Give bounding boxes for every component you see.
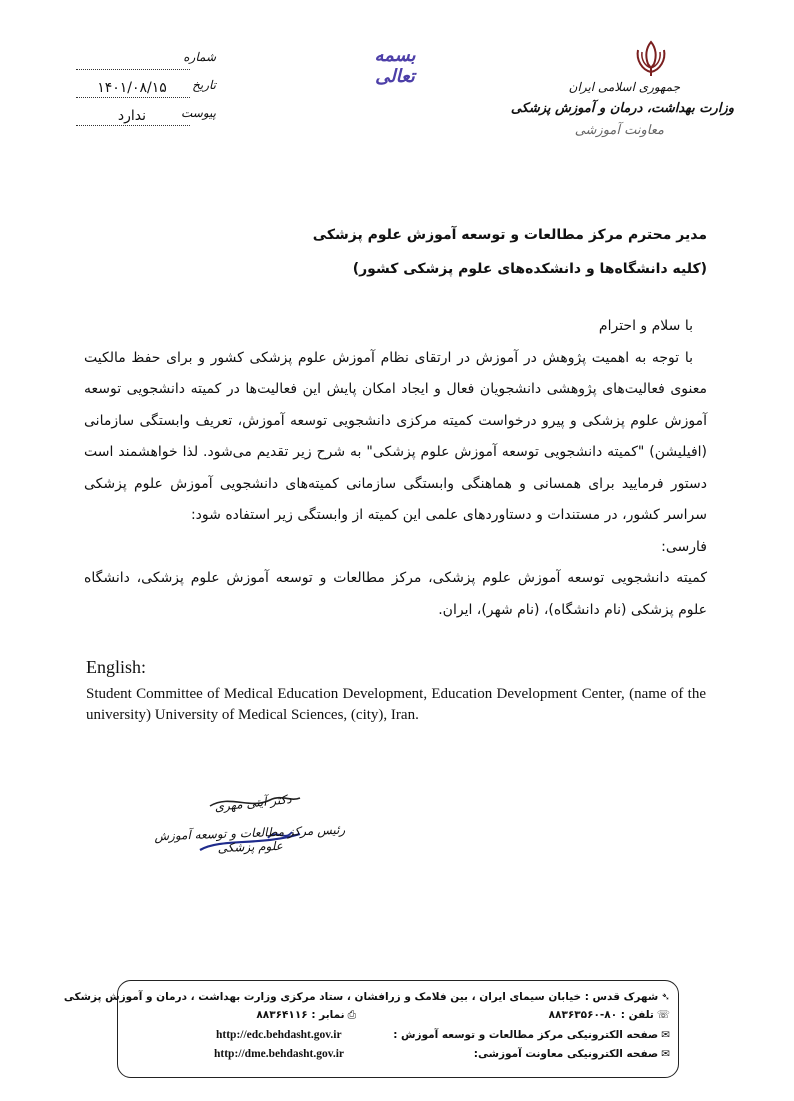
footer-fax-row (256, 1009, 356, 1022)
envelope-icon: ✉ (661, 1029, 670, 1041)
phone-icon: ☏ (656, 1009, 670, 1021)
english-label: English: (86, 657, 147, 677)
footer-phone: تلفن : ۸۰-۸۸۳۶۳۵۶۰ (548, 1009, 654, 1021)
footer-address: شهرک قدس : خیابان سیمای ایران ، بین فلامک و زرافشان ، ستاد مرکزی وزارت بهداشت ، درمان و آموزش پزشکی (63, 991, 659, 1003)
english-affiliation: Student Committee of Medical Education Development, Education Development Center, (name of the university) University of Medical Sciences, (city), Iran. (86, 686, 706, 723)
deputy-name: معاونت آموزشی (574, 123, 664, 138)
footer-edc-row (393, 1029, 670, 1041)
farsi-affiliation: کمیته دانشجویی توسعه آموزش علوم پزشکی، مرکز مطالعات و توسعه آموزش علوم پزشکی، دانشگاه علوم پزشکی (نام دانشگاه)، (نام شهر)، ایران. (84, 570, 707, 618)
footer-dme-label: صفحه الکترونیکی معاونت آموزشی: (473, 1048, 659, 1060)
dotted-line (76, 69, 190, 70)
english-section (86, 654, 706, 726)
recipient-block (107, 218, 707, 286)
footer-address-row (64, 991, 670, 1003)
iran-emblem-icon (630, 38, 672, 78)
dotted-line (76, 97, 190, 98)
dotted-line (76, 125, 190, 126)
farsi-label: فارسی: (661, 538, 707, 555)
dme-website-link[interactable]: http://dme.behdasht.gov.ir (214, 1048, 345, 1060)
recipient-line-1: مدیر محترم مرکز مطالعات و توسعه آموزش علوم پزشکی (312, 227, 707, 243)
bismillah-heading: بسمه تعالی (374, 45, 416, 87)
footer-edc-label: صفحه الکترونیکی مرکز مطالعات و توسعه آموزش : (393, 1029, 659, 1041)
signer-name: دکتر آیتی مهری (213, 792, 293, 814)
signer-title: رئیس مرکز مطالعات و توسعه آموزش علوم پزشکی (154, 822, 346, 856)
envelope-icon: ✉ (661, 1048, 670, 1060)
edc-website-link[interactable]: http://edc.behdasht.gov.ir (216, 1029, 342, 1041)
fax-icon: ⎙ (347, 1009, 356, 1021)
date-value: ۱۴۰۱/۰۸/۱۵ (97, 80, 167, 96)
attachment-label: پیوست (181, 106, 216, 120)
letter-attachment-field (76, 106, 216, 128)
body-paragraph: با توجه به اهمیت پژوهش در آموزش در ارتقای نظام آموزش علوم پزشکی کشور و برای حفظ مالکیت معنوی فعالیت‌های پژوهشی دانشجویان فعال و ایجاد امکان پایش این فعالیت‌ها در کمیته دانشجویی توسعه آموزش علوم پزشکی و پیرو درخواست کمیته مرکزی دانشجویی توسعه آموزش، تعریف وابستگی سازمانی (افیلیشن) "کمیته دانشجویی توسعه آموزش علوم پزشکی" به شرح زیر تقدیم می‌شود. لذا خواهشمند است دستور فرمایید برای همسانی و هماهنگی وابستگی سازمانی کمیته‌های دانشجویی آموزش علوم پزشکی سراسر کشور، در مستندات و دستاوردهای علمی این کمیته از وابستگی زیر استفاده شود: (84, 349, 707, 523)
letter-body (84, 311, 707, 626)
footer-phone-row (549, 1009, 670, 1021)
footer-dme-row (474, 1048, 670, 1060)
attachment-value: ندارد (117, 108, 147, 124)
footer-fax: نمابر : ۸۸۳۶۴۱۱۶ (256, 1009, 345, 1021)
recipient-line-2: (کلیه دانشگاه‌ها و دانشکده‌های علوم پزشکی کشور) (352, 261, 707, 277)
letter-date-field (76, 78, 216, 100)
ministry-letterhead (474, 76, 734, 142)
date-label: تاریخ (192, 78, 216, 92)
number-label: شماره (183, 50, 216, 64)
greeting: با سلام و احترام (598, 318, 693, 334)
government-name: جمهوری اسلامی ایران (568, 80, 680, 94)
location-icon: ➴ (661, 991, 670, 1003)
ministry-name: وزارت بهداشت، درمان و آموزش پزشکی (510, 101, 734, 116)
letter-number-field (76, 50, 216, 72)
footer-contact-box (63, 980, 679, 1078)
